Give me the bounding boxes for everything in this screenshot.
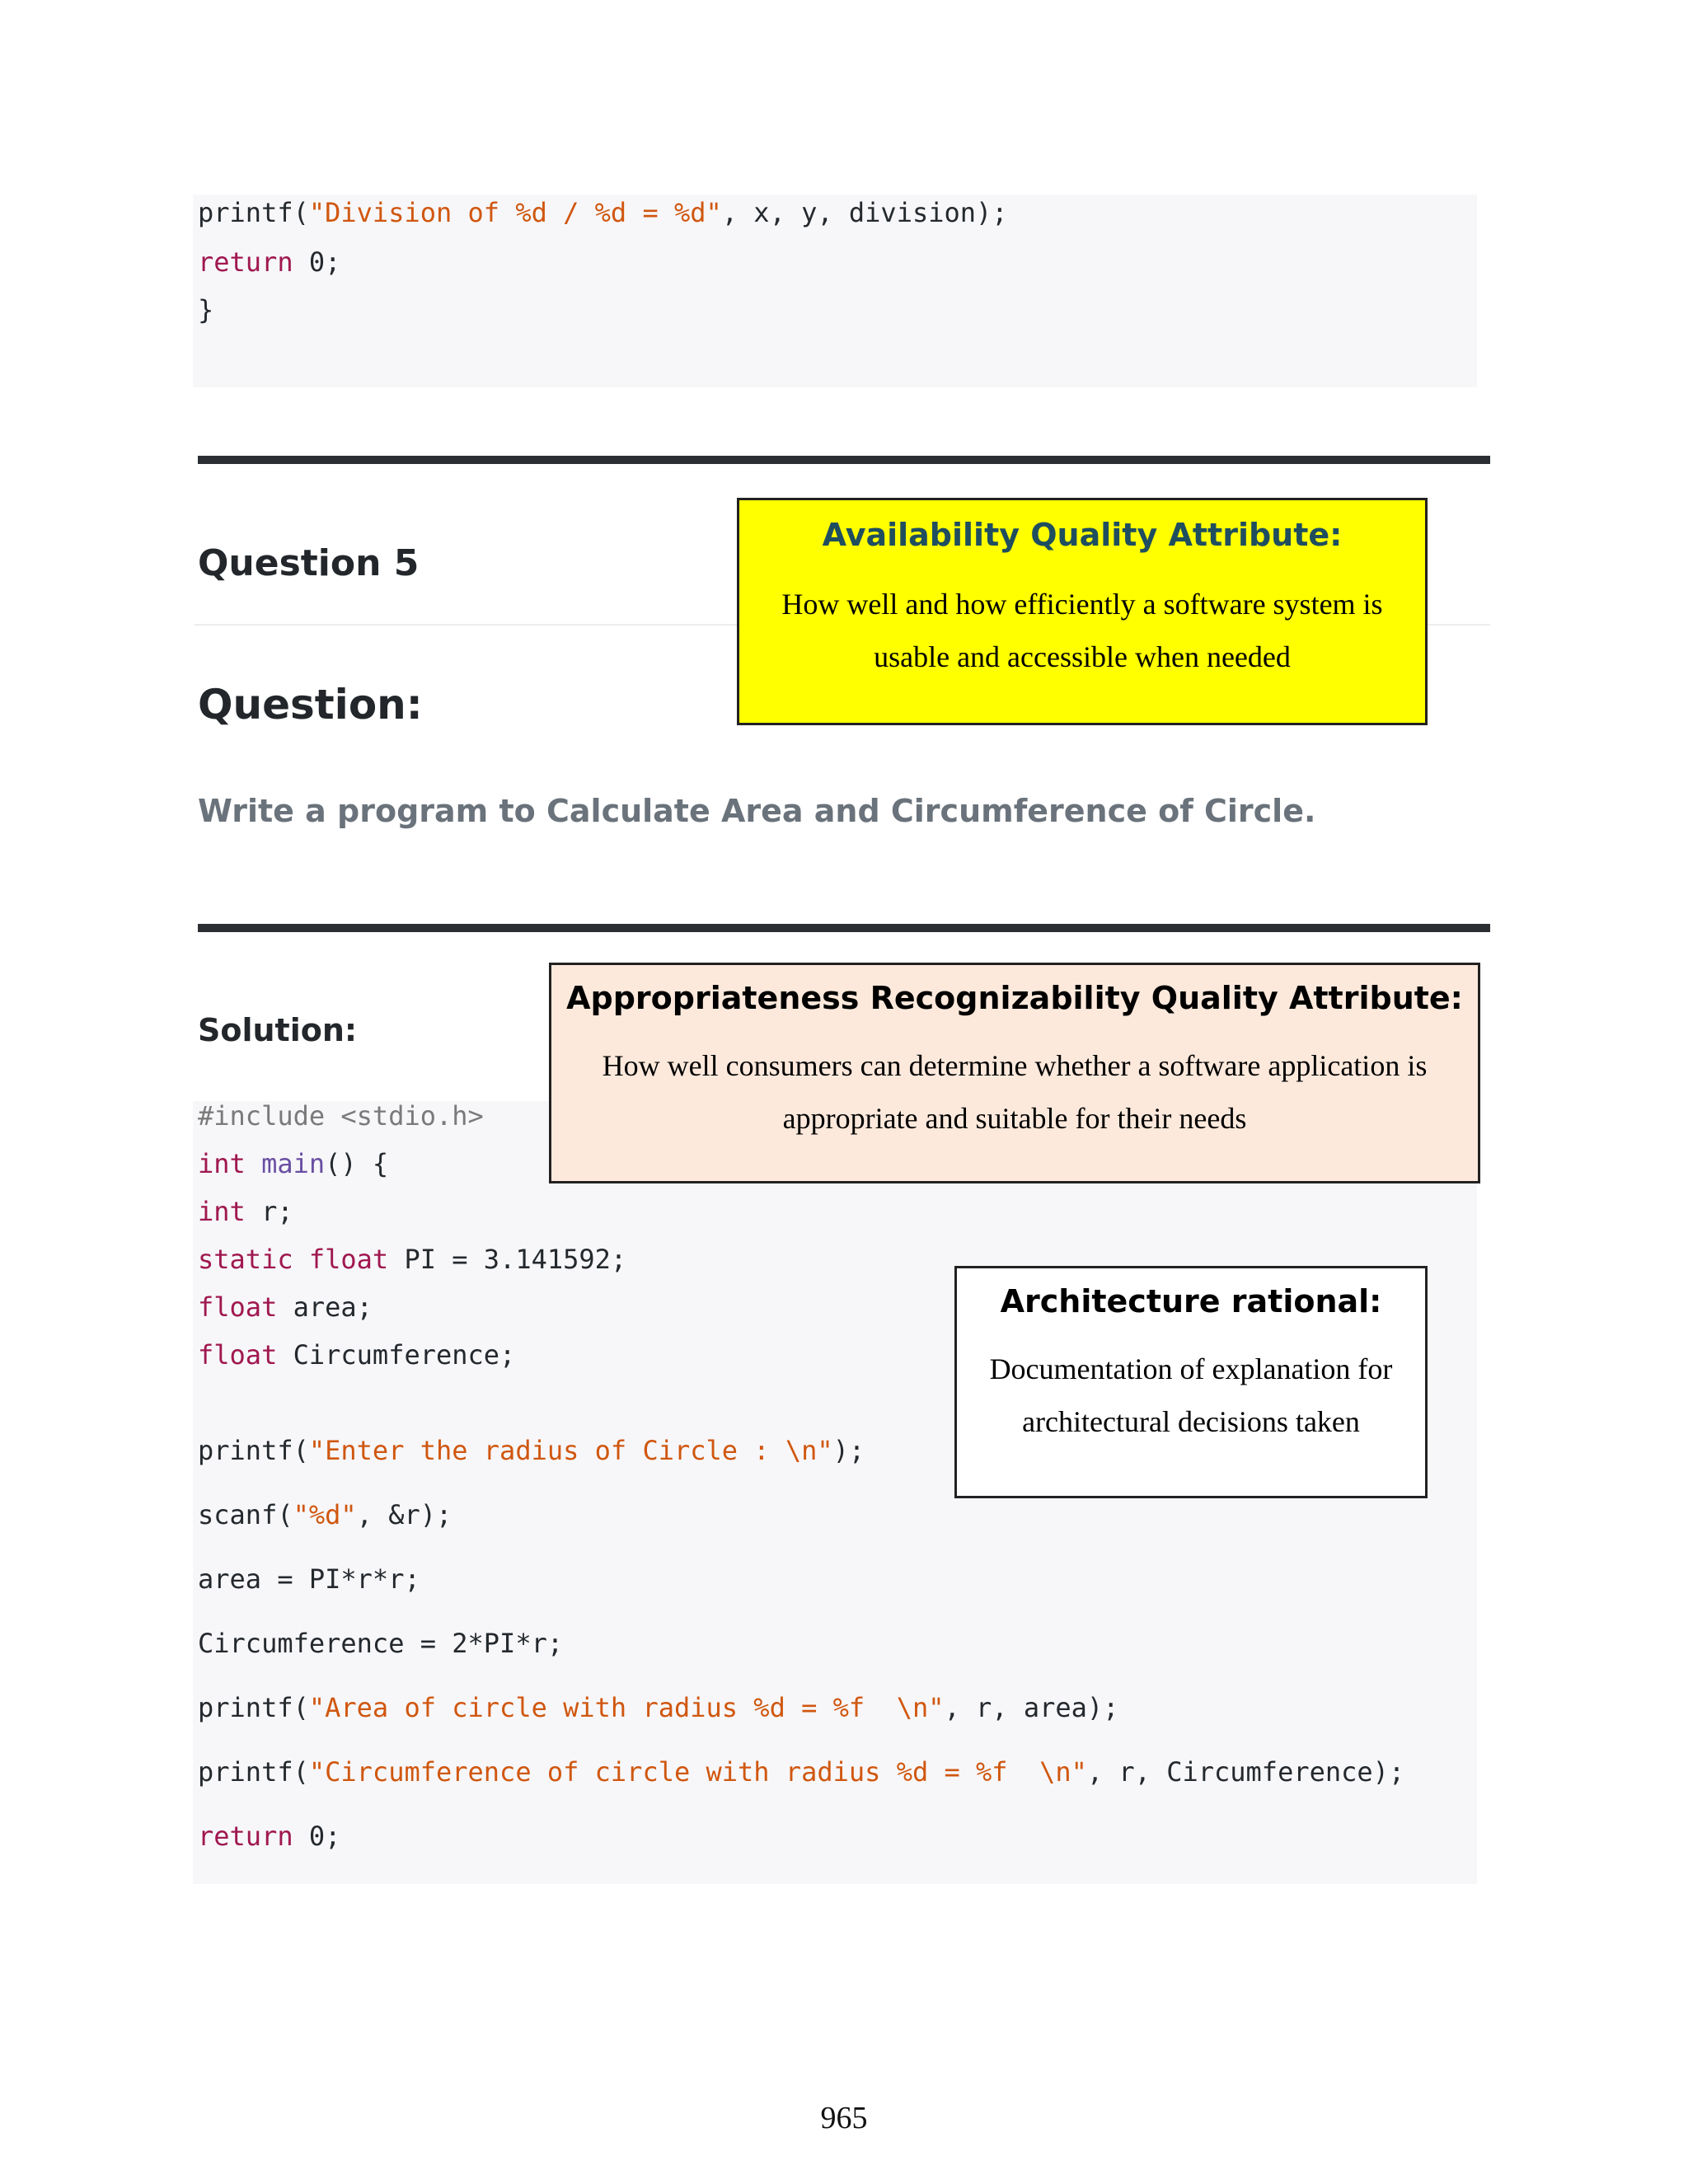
code-line [198,1434,865,1467]
code-token: ); [832,1435,865,1466]
code-token: printf( [198,1692,309,1723]
code-token: "Area of circle with radius %d = %f \n" [308,1692,945,1723]
code-token: printf( [198,197,309,228]
code-token: , &r); [356,1499,452,1530]
code-token: scanf( [198,1499,293,1530]
solution-label: Solution: [198,1012,358,1048]
code-token: return [198,246,293,278]
code-token: float [198,1339,278,1371]
availability-title: Availability Quality Attribute: [822,517,1343,553]
availability-annotation [737,498,1428,725]
code-line [198,1498,452,1531]
code-token: () { [325,1148,389,1179]
code-line [198,1147,388,1180]
page-number: 965 [820,2101,868,2135]
code-token: , r, Circumference); [1086,1756,1405,1788]
code-token: area; [277,1291,373,1323]
code-token: static [198,1244,293,1275]
code-token: "Circumference of circle with radius %d = %f \n" [308,1756,1087,1788]
code-token: printf( [198,1756,309,1788]
code-token: float [308,1244,389,1275]
code-line [198,1691,1118,1724]
appropriateness-title: Appropriateness Recognizability Quality Attribute: [566,980,1463,1016]
code-token: "Enter the radius of Circle : \n" [308,1435,833,1466]
section-divider [198,924,1490,932]
question-text: Write a program to Calculate Area and Circumference of Circle. [198,793,1316,829]
code-line [198,1195,293,1228]
code-line [198,196,1008,229]
architecture-title: Architecture rational: [1000,1283,1382,1319]
code-token: "Division of %d / %d = %d" [308,197,722,228]
code-line [198,1627,563,1660]
section-divider [198,456,1490,464]
code-token: Circumference = 2*PI*r; [198,1628,564,1659]
code-token: PI = 3.141592; [388,1244,627,1275]
code-line [198,1820,340,1853]
code-line [198,1099,484,1132]
appropriateness-annotation [549,963,1480,1183]
code-token: Circumference; [277,1339,516,1371]
architecture-annotation [954,1266,1428,1498]
code-line [198,1291,373,1324]
code-line [198,246,340,279]
question-number-heading: Question 5 [198,542,420,584]
code-token: return [198,1821,293,1852]
code-line [198,1243,626,1276]
code-token [246,1148,261,1179]
code-line [198,293,213,326]
availability-text: How well and how efficiently a software system is usable and accessible when needed [781,588,1383,673]
question-label: Question: [198,681,423,729]
code-token: float [198,1291,278,1323]
code-line [198,1563,420,1596]
code-token: area = PI*r*r; [198,1563,420,1595]
code-line [198,1338,515,1371]
appropriateness-text: How well consumers can determine whether a software application is appropriate and suitable for their needs [602,1049,1428,1135]
architecture-text: Documentation of explanation for architectural decisions taken [989,1352,1393,1438]
code-token: int [198,1148,246,1179]
code-token: , x, y, division); [721,197,1008,228]
code-token: "%d" [293,1499,357,1530]
code-token: int [198,1196,246,1227]
code-token: #include <stdio.h> [198,1100,484,1132]
code-line [198,1755,1404,1788]
code-token [293,1244,309,1275]
code-token: 0; [293,1821,341,1852]
code-token: , r, area); [944,1692,1119,1723]
code-token: main [261,1148,326,1179]
code-token: r; [245,1196,293,1227]
code-token: } [198,294,214,326]
code-token: printf( [198,1435,309,1466]
code-token: 0; [293,246,341,278]
